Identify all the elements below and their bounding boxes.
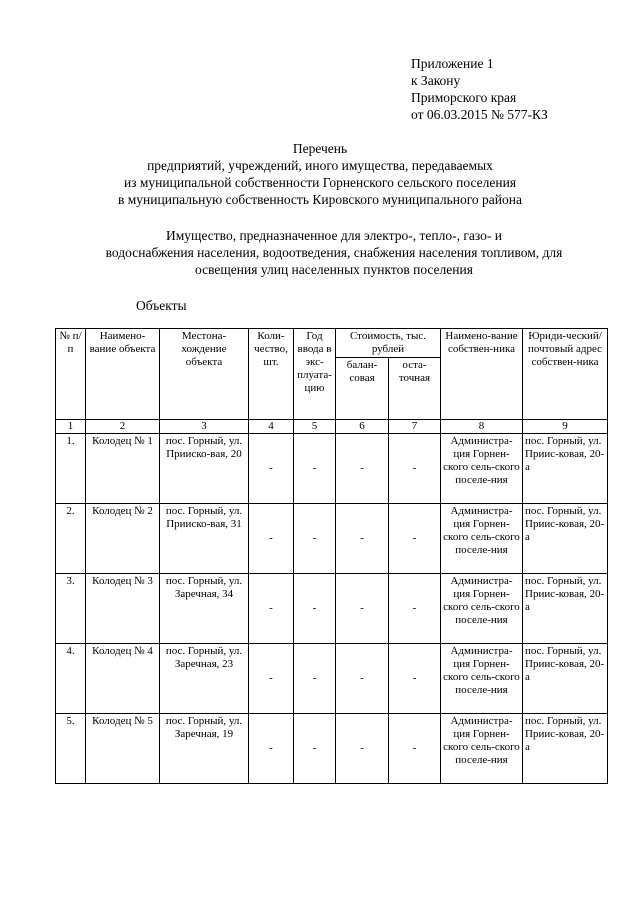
cell-balance: -	[336, 574, 389, 644]
column-number: 3	[160, 420, 249, 434]
cell-address: пос. Горный, ул. Прииc-ковая, 20-а	[523, 504, 608, 574]
annex-line: к Закону	[411, 73, 461, 88]
table-row	[56, 434, 608, 504]
column-number: 1	[56, 420, 86, 434]
table-body	[56, 434, 608, 784]
document-subtitle	[60, 227, 608, 278]
title-heading: Перечень	[292, 141, 348, 156]
table-row	[56, 574, 608, 644]
header-year: Год ввода в экс-плуата-цию	[294, 329, 336, 420]
cell-address: пос. Горный, ул. Прииc-ковая, 20-а	[523, 714, 608, 784]
document-title	[60, 140, 580, 208]
annex-block	[411, 55, 548, 123]
cell-owner: Администра-ция Горнен-ского сель-ского поселе-ния	[441, 644, 523, 714]
annex-line: Приморского края	[411, 90, 517, 105]
cell-location: пос. Горный, ул. Заречная, 19	[160, 714, 249, 784]
cell-num: 5.	[56, 714, 86, 784]
cell-year: -	[294, 434, 336, 504]
column-number: 9	[523, 420, 608, 434]
title-line: предприятий, учреждений, иного имущества, передаваемых	[147, 158, 493, 173]
cell-num: 2.	[56, 504, 86, 574]
column-number: 2	[86, 420, 160, 434]
cell-residual: -	[389, 714, 441, 784]
cell-owner: Администра-ция Горнен-ского сель-ского поселе-ния	[441, 504, 523, 574]
cell-residual: -	[389, 574, 441, 644]
column-number: 6	[336, 420, 389, 434]
header-residual: оста-точная	[389, 358, 441, 420]
cell-balance: -	[336, 434, 389, 504]
cell-address: пос. Горный, ул. Прииc-ковая, 20-а	[523, 644, 608, 714]
header-cost: Стоимость, тыс. рублей	[336, 329, 441, 358]
header-num: № п/п	[56, 329, 86, 420]
cell-quantity: -	[249, 574, 294, 644]
cell-owner: Администра-ция Горнен-ского сель-ского поселе-ния	[441, 434, 523, 504]
cell-year: -	[294, 504, 336, 574]
cell-num: 4.	[56, 644, 86, 714]
cell-residual: -	[389, 434, 441, 504]
cell-address: пос. Горный, ул. Прииc-ковая, 20-а	[523, 434, 608, 504]
cell-num: 3.	[56, 574, 86, 644]
cell-residual: -	[389, 644, 441, 714]
cell-year: -	[294, 714, 336, 784]
cell-name: Колодец № 1	[86, 434, 160, 504]
cell-balance: -	[336, 714, 389, 784]
objects-table	[55, 328, 608, 784]
column-number: 7	[389, 420, 441, 434]
column-number-row	[56, 420, 608, 434]
header-owner-address: Юриди-ческий/ почтовый адрес собствен-ника	[523, 329, 608, 420]
cell-name: Колодец № 5	[86, 714, 160, 784]
table-row	[56, 644, 608, 714]
column-number: 5	[294, 420, 336, 434]
cell-year: -	[294, 644, 336, 714]
cell-location: пос. Горный, ул. Прииско-вая, 31	[160, 504, 249, 574]
title-line: из муниципальной собственности Горненского сельского поселения	[123, 175, 517, 190]
cell-quantity: -	[249, 714, 294, 784]
cell-quantity: -	[249, 644, 294, 714]
cell-name: Колодец № 3	[86, 574, 160, 644]
header-location: Местона-хождение объекта	[160, 329, 249, 420]
header-owner-name: Наимено-вание собствен-ника	[441, 329, 523, 420]
cell-residual: -	[389, 504, 441, 574]
cell-name: Колодец № 2	[86, 504, 160, 574]
cell-location: пос. Горный, ул. Заречная, 34	[160, 574, 249, 644]
annex-line: от 06.03.2015 № 577-КЗ	[411, 107, 548, 122]
table-row	[56, 504, 608, 574]
header-name: Наимено-вание объекта	[86, 329, 160, 420]
cell-balance: -	[336, 504, 389, 574]
subtitle-line: освещения улиц населенных пунктов поселения	[195, 262, 473, 277]
cell-num: 1.	[56, 434, 86, 504]
cell-name: Колодец № 4	[86, 644, 160, 714]
cell-quantity: -	[249, 504, 294, 574]
objects-label: Объекты	[136, 298, 187, 313]
header-balance: балан-совая	[336, 358, 389, 420]
cell-quantity: -	[249, 434, 294, 504]
cell-balance: -	[336, 644, 389, 714]
subtitle-line: Имущество, предназначенное для электро-, тепло-, газо- и	[166, 228, 502, 243]
header-quantity: Коли-чество, шт.	[249, 329, 294, 420]
cell-year: -	[294, 574, 336, 644]
subtitle-line: водоснабжения населения, водоотведения, снабжения населения топливом, для	[105, 245, 563, 260]
cell-address: пос. Горный, ул. Прииc-ковая, 20-а	[523, 574, 608, 644]
cell-owner: Администра-ция Горнен-ского сель-ского поселе-ния	[441, 574, 523, 644]
column-number: 4	[249, 420, 294, 434]
annex-line: Приложение 1	[411, 56, 494, 71]
title-line: в муниципальную собственность Кировского муниципального района	[118, 192, 522, 207]
cell-location: пос. Горный, ул. Заречная, 23	[160, 644, 249, 714]
column-number: 8	[441, 420, 523, 434]
table-header	[56, 329, 608, 434]
cell-owner: Администра-ция Горнен-ского сель-ского поселе-ния	[441, 714, 523, 784]
table-row	[56, 714, 608, 784]
cell-location: пос. Горный, ул. Прииско-вая, 20	[160, 434, 249, 504]
